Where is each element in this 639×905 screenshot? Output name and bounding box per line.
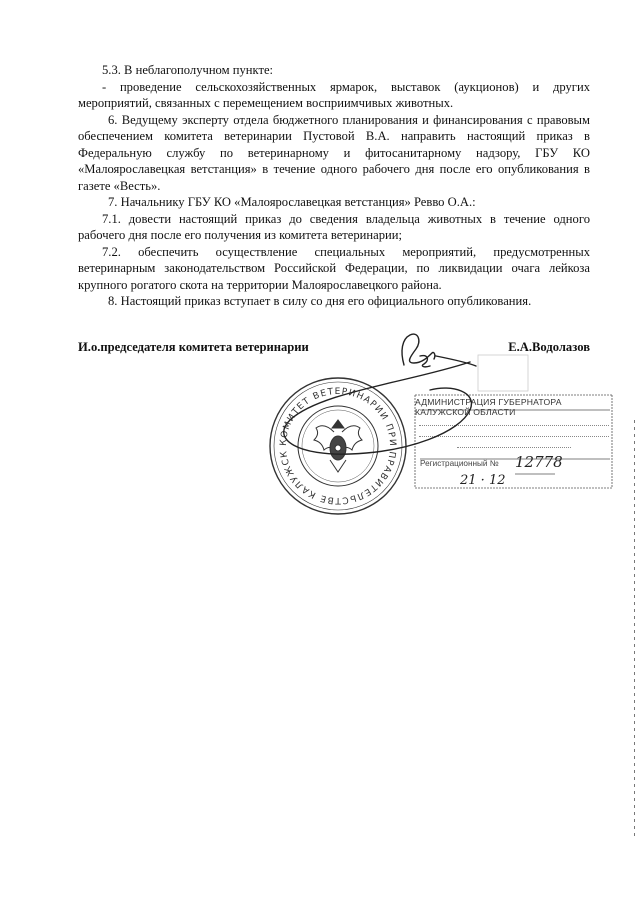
official-seal (270, 378, 406, 514)
paragraph-5-3: 5.3. В неблагополучном пункте: (102, 63, 274, 77)
paragraph-7-1: 7.1. довести настоящий приказ до сведения владельца животных в течение одного рабочего дня после его получения из комитета ветеринарии; (78, 211, 590, 242)
registration-date: 21 · 12 (460, 473, 506, 488)
page-edge-mark (634, 420, 635, 840)
registration-stamp-frame (415, 395, 612, 488)
paragraph-5-3-item: - проведение сельскохозяйственных ярмарок, выставок (аукционов) и других мероприятий, связанных с перемещением восприимчивых животных. (78, 79, 590, 110)
registration-stamp-header: АДМИНИСТРАЦИЯ ГУБЕРНАТОРА КАЛУЖСКОЙ ОБЛАСТИ (415, 397, 562, 417)
paragraph-8: 8. Настоящий приказ вступает в силу со дня его официального опубликования. (108, 294, 532, 308)
paragraph-6: 6. Ведущему эксперту отдела бюджетного планирования и финансирования с правовым обеспечением комитета ветеринарии Пустовой В.А. направить настоящий приказ в Федеральную службу по ветеринарному и фитосанитарному надзору, ГБУ КО «Малоярославецкая ветстанция» в течение одного рабочего дня после его опубликования в газете «Весть». (78, 112, 590, 193)
coat-of-arms-icon (314, 420, 362, 472)
registration-label: Регистрационный № (420, 459, 499, 468)
signatory-title: И.о.председателя комитета ветеринарии (78, 340, 309, 354)
paragraph-7-2: 7.2. обеспечить осуществление специальных мероприятий, предусмотренных ветеринарным законодательством Российской Федерации, по ликвидации очага лейкоза крупного рогатого скота на территории Малоярославецкого района. (78, 244, 590, 292)
seal-ring-text: КОМИТЕТ ВЕТЕРИНАРИИ ПРИ ПРАВИТЕЛЬСТВЕ КАЛУЖСК (278, 386, 398, 506)
paragraph-7: 7. Начальнику ГБУ КО «Малоярославецкая ветстанция» Ревво О.А.: (108, 195, 476, 209)
registration-number: 12778 (515, 453, 563, 471)
faint-stamp-mark (478, 355, 528, 391)
signatory-name: Е.А.Водолазов (508, 340, 590, 354)
